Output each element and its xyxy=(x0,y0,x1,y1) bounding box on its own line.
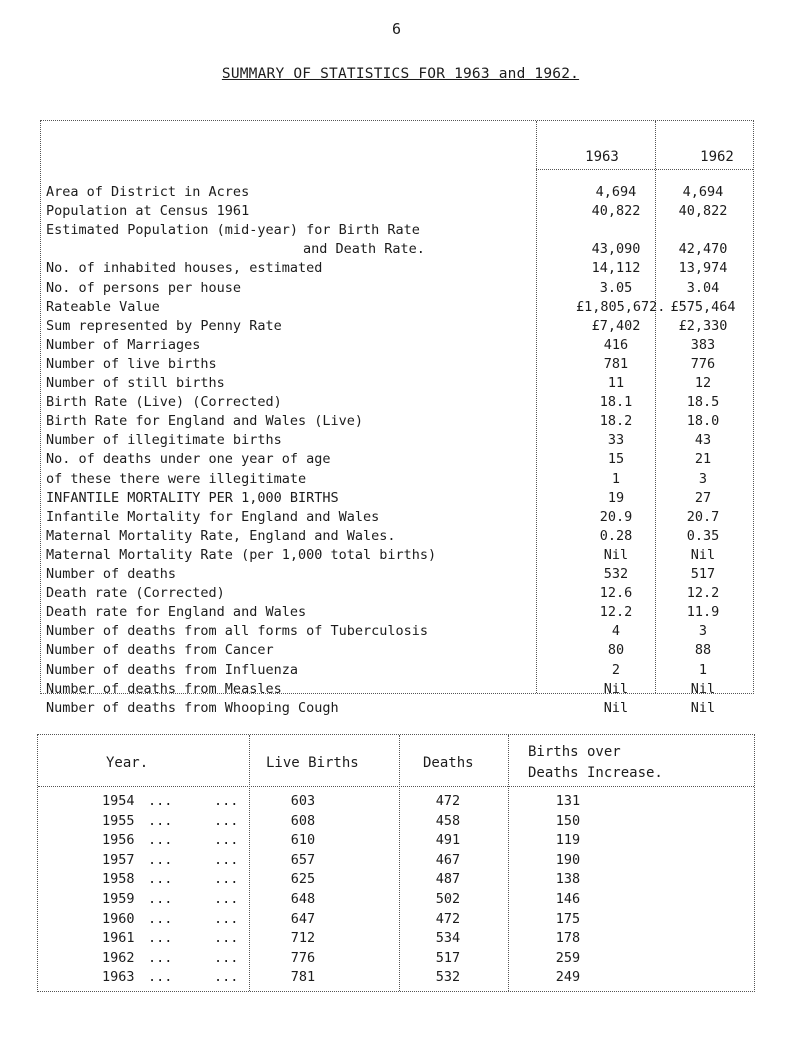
value-1962: 3 xyxy=(698,623,708,640)
leader-dots: ... xyxy=(148,949,173,966)
leader-dots: ... xyxy=(214,851,239,868)
summary-row xyxy=(41,373,753,393)
summary-row xyxy=(41,660,753,680)
births-deaths-table xyxy=(37,734,755,992)
value-1963: 40,822 xyxy=(591,203,641,220)
summary-row xyxy=(41,335,753,355)
value-1963: Nil xyxy=(603,699,629,716)
value-1962: 43 xyxy=(694,432,712,449)
year-cell: 1955 xyxy=(102,812,135,829)
live-births-cell: 781 xyxy=(290,969,316,986)
summary-label: Death rate for England and Wales xyxy=(46,604,307,621)
year-row xyxy=(38,909,754,929)
year-row xyxy=(38,928,754,948)
leader-dots: ... xyxy=(148,910,173,927)
value-1963: 12.2 xyxy=(599,604,633,621)
value-1963: 12.6 xyxy=(599,585,633,602)
summary-label: of these there were illegitimate xyxy=(46,470,307,487)
summary-label: Maternal Mortality Rate, England and Wales. xyxy=(46,527,396,544)
leader-dots: ... xyxy=(214,930,239,947)
summary-row xyxy=(41,354,753,374)
value-1962: 4,694 xyxy=(682,184,724,200)
value-1962: 3 xyxy=(698,470,708,487)
value-1963: 416 xyxy=(603,336,629,353)
summary-label: Number of still births xyxy=(46,375,225,391)
year-cell: 1957 xyxy=(102,851,135,868)
deaths-cell: 472 xyxy=(435,910,461,927)
value-1962: 18.0 xyxy=(686,413,720,430)
value-1963: Nil xyxy=(603,680,629,697)
value-1963: 18.2 xyxy=(599,413,633,430)
value-1963: 15 xyxy=(607,451,625,468)
value-1962: 42,470 xyxy=(678,241,728,258)
value-1962: 776 xyxy=(690,355,716,372)
summary-label: Area of District in Acres xyxy=(46,184,250,200)
increase-cell: 259 xyxy=(555,949,581,966)
summary-row xyxy=(41,564,753,584)
summary-label: No. of inhabited houses, estimated xyxy=(46,260,323,277)
value-1962: 0.35 xyxy=(686,527,720,544)
page-number: 6 xyxy=(392,20,402,38)
summary-table xyxy=(40,120,754,716)
value-1963: 781 xyxy=(603,355,629,372)
value-1963: Nil xyxy=(603,546,629,563)
increase-cell: 175 xyxy=(555,910,581,927)
leader-dots: ... xyxy=(214,910,239,927)
year-cell: 1958 xyxy=(102,871,135,888)
leader-dots: ... xyxy=(148,871,173,888)
summary-row xyxy=(41,488,753,508)
value-1962: 40,822 xyxy=(678,203,728,220)
increase-cell: 119 xyxy=(555,832,581,849)
year-row xyxy=(38,791,754,811)
value-1962: 11.9 xyxy=(686,604,720,621)
column-header-live-births: Live Births xyxy=(266,755,359,771)
value-1963: 20.9 xyxy=(599,508,633,525)
value-1963: 2 xyxy=(611,661,621,678)
value-1963: 19 xyxy=(607,489,625,506)
summary-row xyxy=(41,698,753,718)
deaths-cell: 502 xyxy=(435,891,461,907)
summary-label: INFANTILE MORTALITY PER 1,000 BIRTHS xyxy=(46,489,339,506)
value-1963: 3.05 xyxy=(599,279,633,296)
summary-label: Number of deaths from Measles xyxy=(46,680,282,697)
increase-cell: 131 xyxy=(555,793,581,809)
value-1962: 13,974 xyxy=(678,260,728,277)
leader-dots: ... xyxy=(214,832,239,849)
value-1962: Nil xyxy=(690,546,716,563)
summary-label: No. of deaths under one year of age xyxy=(46,451,331,468)
column-header-increase-line2: Deaths Increase. xyxy=(528,765,663,781)
value-1963: 0.28 xyxy=(599,527,633,544)
summary-row xyxy=(41,316,753,336)
live-births-cell: 776 xyxy=(290,949,316,966)
increase-cell: 138 xyxy=(555,871,581,888)
summary-row xyxy=(41,507,753,527)
summary-row xyxy=(41,469,753,489)
year-cell: 1961 xyxy=(102,930,135,947)
summary-label: Number of deaths from all forms of Tuberculosis xyxy=(46,623,429,640)
year-row xyxy=(38,811,754,831)
year-row xyxy=(38,850,754,870)
leader-dots: ... xyxy=(214,969,239,986)
summary-label: Rateable Value xyxy=(46,298,160,315)
summary-label: Number of deaths from Cancer xyxy=(46,642,274,659)
value-1962: 383 xyxy=(690,336,716,353)
summary-label: Number of deaths from Whooping Cough xyxy=(46,699,339,716)
year-row xyxy=(38,948,754,968)
value-1962: 3.04 xyxy=(686,279,720,296)
value-1963: 4 xyxy=(611,623,621,640)
value-1962: 21 xyxy=(694,451,712,468)
value-1962: 1 xyxy=(698,661,708,678)
leader-dots: ... xyxy=(214,871,239,888)
year-row xyxy=(38,967,754,987)
leader-dots: ... xyxy=(148,832,173,849)
value-1963: 80 xyxy=(607,642,625,659)
live-births-cell: 657 xyxy=(290,851,316,868)
year-cell: 1962 xyxy=(102,949,135,966)
leader-dots: ... xyxy=(148,891,173,907)
summary-label: Sum represented by Penny Rate xyxy=(46,317,282,334)
summary-label: Population at Census 1961 xyxy=(46,203,250,220)
summary-row xyxy=(41,430,753,450)
value-1963: 18.1 xyxy=(599,394,633,411)
summary-row xyxy=(41,182,753,202)
value-1962: Nil xyxy=(690,680,716,697)
leader-dots: ... xyxy=(148,930,173,947)
year-cell: 1963 xyxy=(102,969,135,986)
summary-label: No. of persons per house xyxy=(46,279,242,296)
deaths-cell: 472 xyxy=(435,793,461,809)
deaths-cell: 467 xyxy=(435,851,461,868)
summary-label: Number of deaths from Influenza xyxy=(46,661,298,678)
value-1963: 4,694 xyxy=(595,184,637,200)
summary-row xyxy=(41,411,753,431)
live-births-cell: 647 xyxy=(290,910,316,927)
summary-row xyxy=(41,449,753,469)
summary-row xyxy=(41,583,753,603)
value-1962: 12 xyxy=(694,375,712,391)
header-divider xyxy=(38,786,754,787)
increase-cell: 190 xyxy=(555,851,581,868)
summary-label: Infantile Mortality for England and Wales xyxy=(46,508,380,525)
summary-row xyxy=(41,392,753,412)
summary-label: Death rate (Corrected) xyxy=(46,585,225,602)
deaths-cell: 534 xyxy=(435,930,461,947)
value-1962: £575,464 xyxy=(670,298,736,315)
deaths-cell: 458 xyxy=(435,812,461,829)
value-1962: £2,330 xyxy=(678,317,728,334)
leader-dots: ... xyxy=(214,812,239,829)
leader-dots: ... xyxy=(148,812,173,829)
value-1963: £1,805,672. xyxy=(576,298,666,315)
year-row xyxy=(38,889,754,909)
summary-label: Number of illegitimate births xyxy=(46,432,282,449)
summary-label: Birth Rate for England and Wales (Live) xyxy=(46,413,363,430)
summary-label: Number of Marriages xyxy=(46,336,201,353)
summary-row xyxy=(41,220,753,240)
summary-row xyxy=(41,297,753,317)
summary-label: Number of live births xyxy=(46,355,217,372)
value-1962: 517 xyxy=(690,566,716,582)
value-1963: 532 xyxy=(603,566,629,582)
summary-label: Maternal Mortality Rate (per 1,000 total births) xyxy=(46,546,437,563)
column-header-increase-line1: Births over xyxy=(528,744,621,760)
leader-dots: ... xyxy=(148,969,173,986)
deaths-cell: 491 xyxy=(435,832,461,849)
summary-row xyxy=(41,201,753,221)
leader-dots: ... xyxy=(214,793,239,809)
leader-dots: ... xyxy=(214,891,239,907)
year-cell: 1960 xyxy=(102,910,135,927)
leader-dots: ... xyxy=(148,793,173,809)
live-births-cell: 625 xyxy=(290,871,316,888)
summary-row xyxy=(41,602,753,622)
value-1963: 14,112 xyxy=(591,260,641,277)
live-births-cell: 648 xyxy=(290,891,316,907)
value-1962: 20.7 xyxy=(686,508,720,525)
increase-cell: 146 xyxy=(555,891,581,907)
value-1962: 12.2 xyxy=(686,585,720,602)
deaths-cell: 517 xyxy=(435,949,461,966)
deaths-cell: 532 xyxy=(435,969,461,986)
column-header-1962: 1962 xyxy=(700,149,734,165)
column-header-1963: 1963 xyxy=(585,149,619,165)
page-title: SUMMARY OF STATISTICS FOR 1963 and 1962. xyxy=(221,66,580,82)
value-1962: 27 xyxy=(694,489,712,506)
value-1962: 18.5 xyxy=(686,394,720,411)
year-row xyxy=(38,869,754,889)
summary-label: Birth Rate (Live) (Corrected) xyxy=(46,394,282,411)
year-cell: 1954 xyxy=(102,793,135,809)
summary-label: Estimated Population (mid-year) for Birth Rate xyxy=(46,222,420,239)
increase-cell: 178 xyxy=(555,930,581,947)
year-cell: 1956 xyxy=(102,832,135,849)
increase-cell: 249 xyxy=(555,969,581,986)
column-header-year: Year. xyxy=(106,755,149,771)
value-1963: 43,090 xyxy=(591,241,641,258)
deaths-cell: 487 xyxy=(435,871,461,888)
value-1962: 88 xyxy=(694,642,712,659)
live-births-cell: 603 xyxy=(290,793,316,809)
summary-label: Number of deaths xyxy=(46,566,177,582)
leader-dots: ... xyxy=(148,851,173,868)
summary-row xyxy=(41,640,753,660)
year-cell: 1959 xyxy=(102,891,135,907)
summary-row xyxy=(41,679,753,699)
column-header-deaths: Deaths xyxy=(423,755,474,771)
value-1963: 33 xyxy=(607,432,625,449)
live-births-cell: 712 xyxy=(290,930,316,947)
year-row xyxy=(38,830,754,850)
summary-row xyxy=(41,621,753,641)
leader-dots: ... xyxy=(214,949,239,966)
value-1962: Nil xyxy=(690,699,716,716)
increase-cell: 150 xyxy=(555,812,581,829)
value-1963: 1 xyxy=(611,470,621,487)
live-births-cell: 608 xyxy=(290,812,316,829)
summary-row xyxy=(41,278,753,298)
header-divider xyxy=(536,169,753,170)
summary-row xyxy=(41,526,753,546)
value-1963: £7,402 xyxy=(591,317,641,334)
summary-row xyxy=(41,545,753,565)
value-1963: 11 xyxy=(607,375,625,391)
live-births-cell: 610 xyxy=(290,832,316,849)
summary-row xyxy=(41,258,753,278)
summary-label: and Death Rate. xyxy=(303,241,425,258)
summary-row xyxy=(41,239,753,259)
